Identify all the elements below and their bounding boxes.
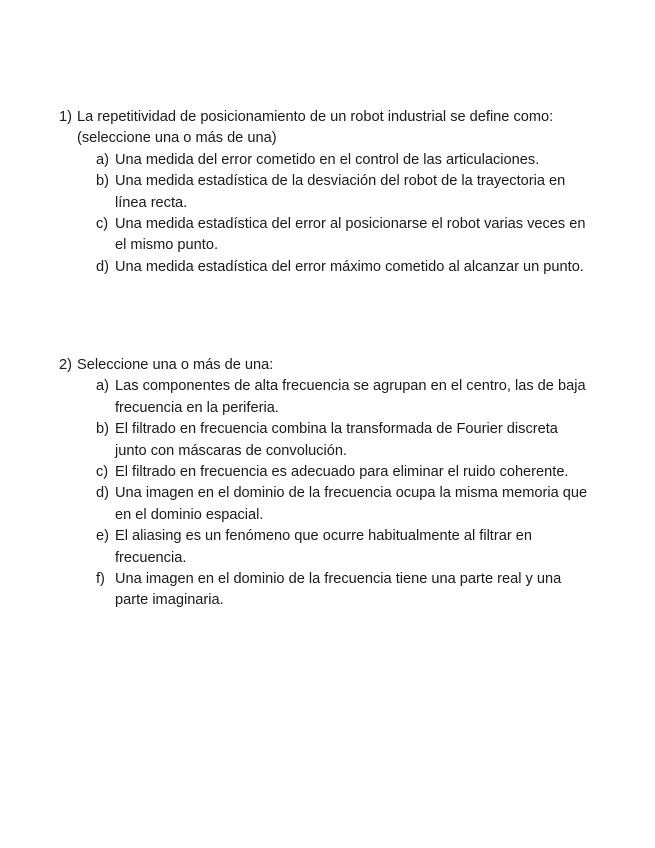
option-text: Una medida estadística de la desviación del robot de la trayectoria en línea recta. <box>115 173 566 211</box>
option-letter: b) <box>96 421 109 438</box>
option-letter: e) <box>96 528 109 545</box>
question-text: La repetitividad de posicionamiento de un robot industrial se define como: (seleccione una o más de una) <box>77 109 554 147</box>
option-b <box>59 419 589 462</box>
option-letter: d) <box>96 258 109 275</box>
question-stem <box>59 355 589 376</box>
option-letter: f) <box>96 571 105 588</box>
option-text: El filtrado en frecuencia combina la transformada de Fourier discreta junto con máscaras de convolución. <box>115 421 558 459</box>
option-d <box>59 483 589 526</box>
option-letter: a) <box>96 151 109 168</box>
question-stem <box>59 107 589 150</box>
option-text: El aliasing es un fenómeno que ocurre habitualmente al filtrar en frecuencia. <box>115 528 532 566</box>
option-letter: b) <box>96 173 109 190</box>
option-list <box>59 376 589 611</box>
option-b <box>59 171 589 214</box>
question-text: Seleccione una o más de una: <box>77 357 274 373</box>
question-number: 2) <box>59 357 72 373</box>
option-a <box>59 376 589 419</box>
option-text: Una imagen en el dominio de la frecuencia ocupa la misma memoria que en el dominio espacial. <box>115 485 588 523</box>
option-letter: c) <box>96 216 109 233</box>
option-a <box>59 150 589 171</box>
option-text: Una imagen en el dominio de la frecuencia tiene una parte real y una parte imaginaria. <box>115 571 562 609</box>
option-c <box>59 214 589 257</box>
option-d <box>59 257 589 278</box>
option-letter: a) <box>96 378 109 395</box>
option-text: Una medida del error cometido en el control de las articulaciones. <box>115 151 540 168</box>
question-number: 1) <box>59 109 72 125</box>
option-text: El filtrado en frecuencia es adecuado para eliminar el ruido coherente. <box>115 464 569 481</box>
option-f <box>59 569 589 612</box>
question-1 <box>59 107 589 278</box>
option-list <box>59 150 589 278</box>
option-letter: c) <box>96 464 109 481</box>
option-letter: d) <box>96 485 109 502</box>
option-text: Una medida estadística del error al posicionarse el robot varias veces en el mismo punto. <box>115 216 586 254</box>
question-2 <box>59 355 589 612</box>
option-text: Una medida estadística del error máximo cometido al alcanzar un punto. <box>115 258 584 275</box>
option-e <box>59 526 589 569</box>
option-text: Las componentes de alta frecuencia se agrupan en el centro, las de baja frecuencia en la periferia. <box>115 378 586 416</box>
option-c <box>59 462 589 483</box>
